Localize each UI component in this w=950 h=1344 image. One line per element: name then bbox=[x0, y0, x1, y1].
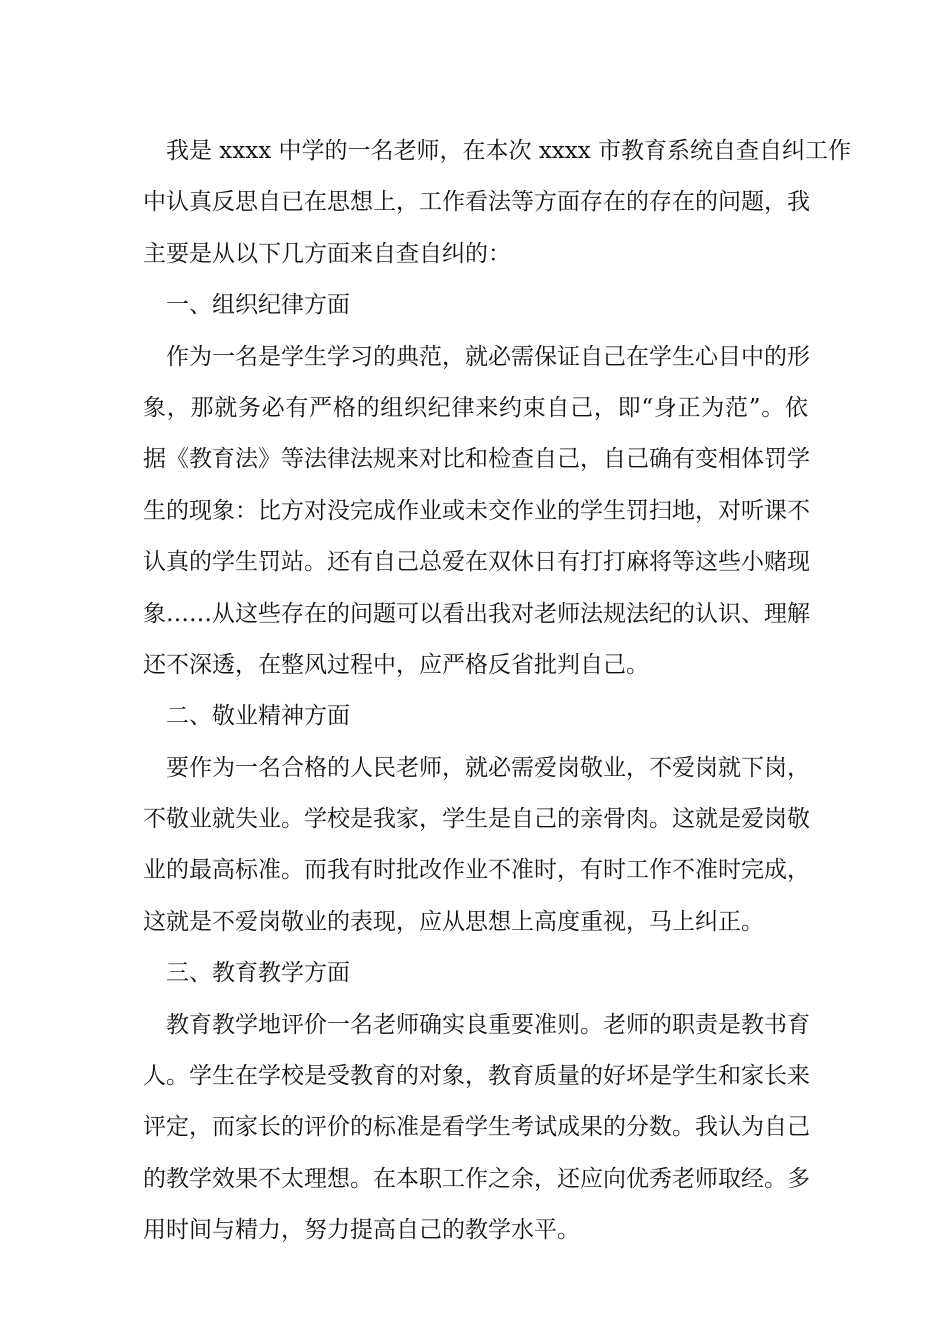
paragraph-line: 认真的学生罚站。还有自己总爱在双休日有打打麻将等这些小赌现 bbox=[143, 549, 810, 576]
paragraph-line: 主要是从以下几方面来自查自纠的： bbox=[143, 240, 511, 267]
section-heading: 二、敬业精神方面 bbox=[166, 703, 350, 730]
paragraph-line: 生的现象：比方对没完成作业或未交作业的学生罚扫地，对听课不 bbox=[143, 497, 810, 524]
document-body bbox=[143, 126, 852, 1257]
paragraph-line: 人。学生在学校是受教育的对象，教育质量的好坏是学生和家长来 bbox=[143, 1063, 810, 1090]
paragraph-line: 中认真反思自已在思想上，工作看法等方面存在的存在的问题，我 bbox=[143, 189, 810, 216]
section-heading: 一、组织纪律方面 bbox=[166, 292, 350, 319]
paragraph-line: 的教学效果不太理想。在本职工作之余，还应向优秀老师取经。多 bbox=[143, 1165, 810, 1192]
paragraph-line: 要作为一名合格的人民老师，就必需爱岗敬业，不爱岗就下岗， bbox=[166, 754, 810, 781]
paragraph-line: 业的最高标准。而我有时批改作业不准时，有时工作不准时完成， bbox=[143, 857, 810, 884]
paragraph-line: 这就是不爱岗敬业的表现，应从思想上高度重视，马上纠正。 bbox=[143, 908, 764, 935]
paragraph-line: 用时间与精力，努力提高自己的教学水平。 bbox=[143, 1217, 580, 1244]
paragraph-line: 据《教育法》等法律法规来对比和检查自己，自己确有变相体罚学 bbox=[143, 446, 810, 473]
paragraph-line: 教育教学地评价一名老师确实良重要准则。老师的职责是教书育 bbox=[166, 1011, 810, 1038]
paragraph-line: 不敬业就失业。学校是我家，学生是自己的亲骨肉。这就是爱岗敬 bbox=[143, 806, 810, 833]
section-heading: 三、教育教学方面 bbox=[166, 960, 350, 987]
paragraph-line: 象，那就务必有严格的组织纪律来约束自己，即“身正为范”。依 bbox=[143, 394, 808, 421]
paragraph-line: 作为一名是学生学习的典范，就必需保证自己在学生心目中的形 bbox=[166, 343, 810, 370]
paragraph-line: 还不深透，在整风过程中，应严格反省批判自己。 bbox=[143, 651, 649, 678]
paragraph-line: 象……从这些存在的问题可以看出我对老师法规法纪的认识、理解 bbox=[143, 600, 810, 627]
paragraph-line: 我是 xxxx 中学的一名老师，在本次 xxxx 市教育系统自查自纠工作 bbox=[166, 138, 852, 164]
paragraph-line: 评定，而家长的评价的标准是看学生考试成果的分数。我认为自己 bbox=[143, 1114, 810, 1141]
